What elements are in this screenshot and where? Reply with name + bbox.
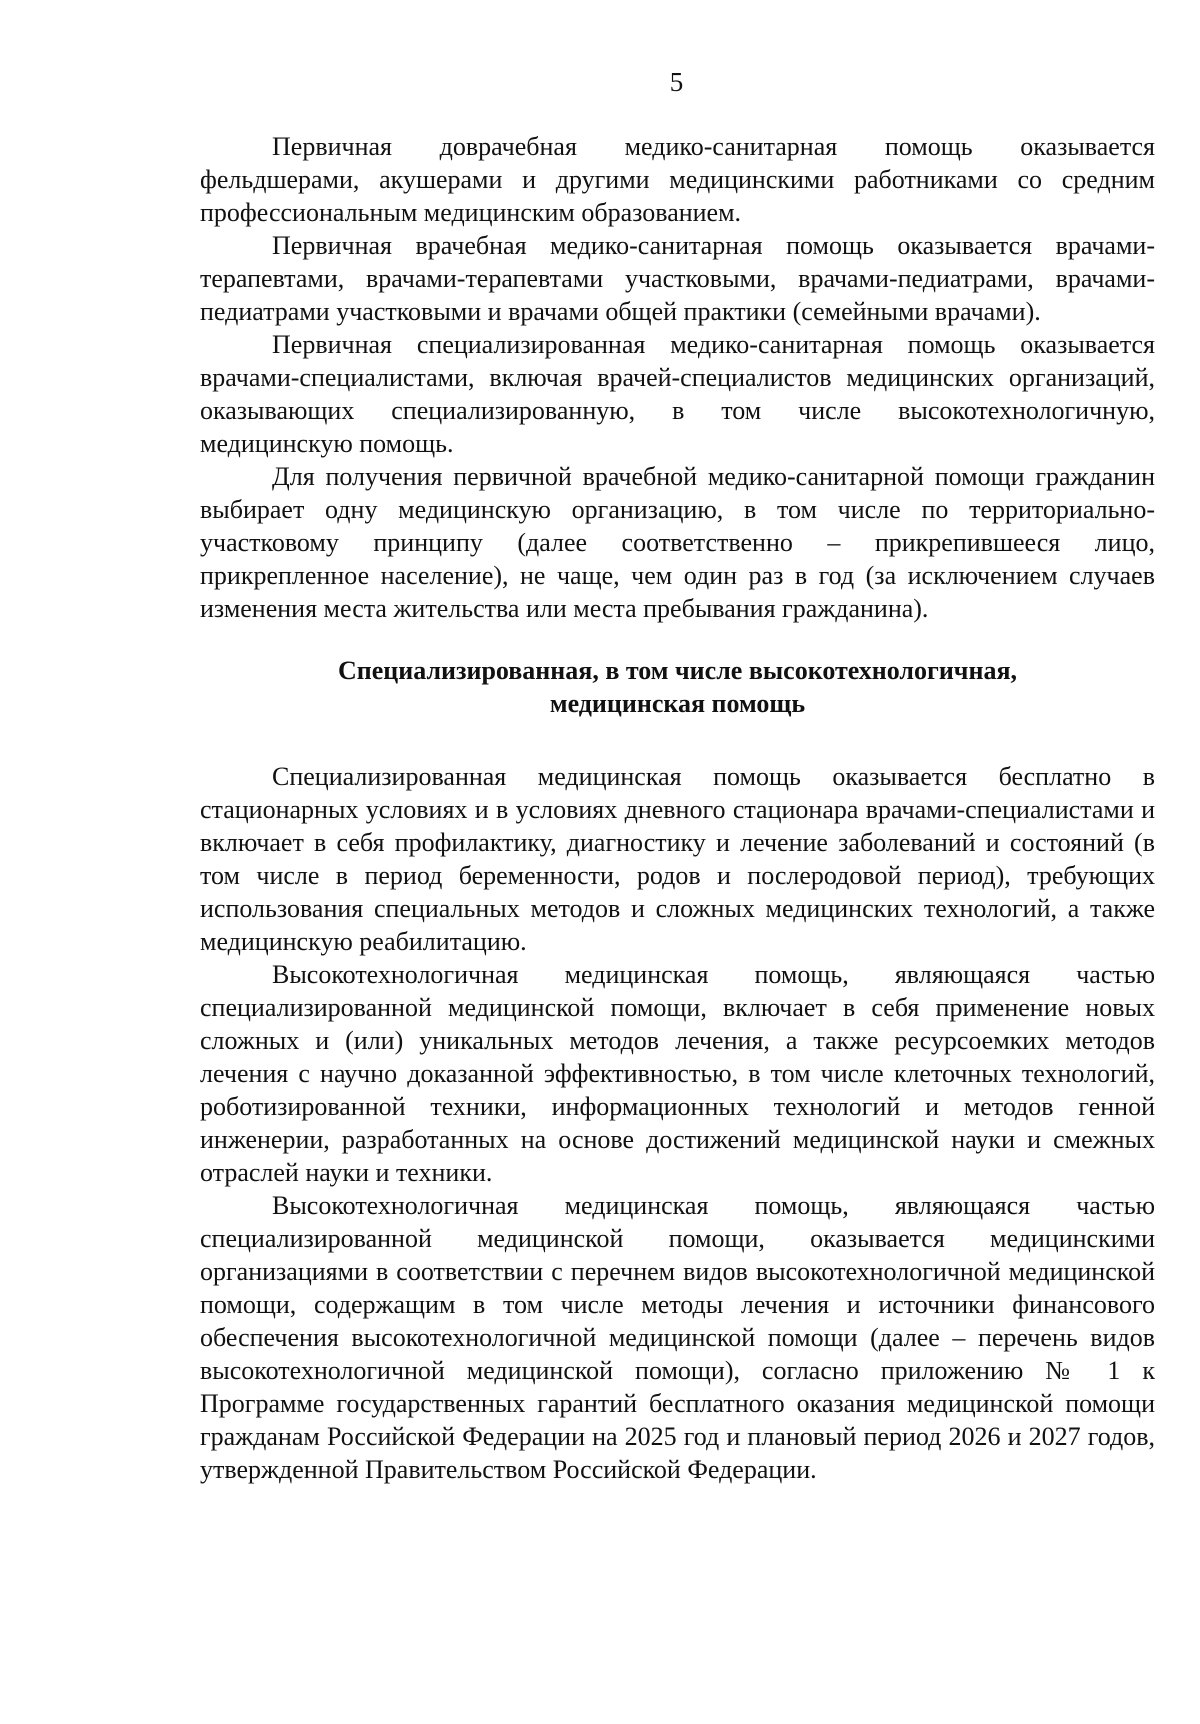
paragraph-primary-specialized-care: Первичная специализированная медико-санитарная помощь оказывается врачами-специалистами, включая врачей-специалистов медицинских организаций, оказывающих специализированную, в том числе высокотехнологичную, медицинскую помощь. bbox=[200, 330, 1155, 458]
section-heading-line-2: медицинская помощь bbox=[549, 689, 806, 718]
paragraph-choice-of-organization: Для получения первичной врачебной медико-санитарной помощи гражданин выбирает одну медицинскую организацию, в том числе по территориально-участковому принципу (далее соответственно – прикрепившееся лицо, прикрепленное население), не чаще, чем один раз в год (за исключением случаев изменения места жительства или места пребывания гражданина). bbox=[200, 462, 1155, 623]
page-number: 5 bbox=[669, 67, 684, 97]
paragraph-high-tech-care-provision: Высокотехнологичная медицинская помощь, являющаяся частью специализированной медицинской помощи, оказывается медицинскими организациями в соответствии с перечнем видов высокотехнологичной медицинской помощи, содержащим в том числе методы лечения и источники финансового обеспечения высокотехнологичной медицинской помощи (далее – перечень видов высокотехнологичной медицинской помощи), согласно приложению № 1 к Программе государственных гарантий бесплатного оказания медицинской помощи гражданам Российской Федерации на 2025 год и плановый период 2026 и 2027 годов, утвержденной Правительством Российской Федерации. bbox=[200, 1191, 1155, 1484]
section-heading bbox=[200, 654, 1155, 720]
paragraph-high-tech-care-definition: Высокотехнологичная медицинская помощь, являющаяся частью специализированной медицинской помощи, включает в себя применение новых сложных и (или) уникальных методов лечения, а также ресурсоемких методов лечения с научно доказанной эффективностью, в том числе клеточных технологий, роботизированной техники, информационных технологий и методов генной инженерии, разработанных на основе достижений медицинской науки и смежных отраслей науки и техники. bbox=[200, 960, 1155, 1187]
page-content bbox=[200, 130, 1155, 1486]
paragraph-specialized-care: Специализированная медицинская помощь оказывается бесплатно в стационарных условиях и в условиях дневного стационара врачами-специалистами и включает в себя профилактику, диагностику и лечение заболеваний и состояний (в том числе в период беременности, родов и послеродовой период), требующих использования специальных методов и сложных медицинских технологий, а также медицинскую реабилитацию. bbox=[200, 762, 1155, 956]
paragraph-primary-physician-care: Первичная врачебная медико-санитарная помощь оказывается врачами-терапевтами, врачами-терапевтами участковыми, врачами-педиатрами, врачами-педиатрами участковыми и врачами общей практики (семейными врачами). bbox=[200, 231, 1155, 326]
paragraph-primary-prephysician-care: Первичная доврачебная медико-санитарная помощь оказывается фельдшерами, акушерами и другими медицинскими работниками со средним профессиональным медицинским образованием. bbox=[200, 132, 1155, 227]
section-heading-line-1: Специализированная, в том числе высокотехнологичная, bbox=[337, 656, 1018, 685]
